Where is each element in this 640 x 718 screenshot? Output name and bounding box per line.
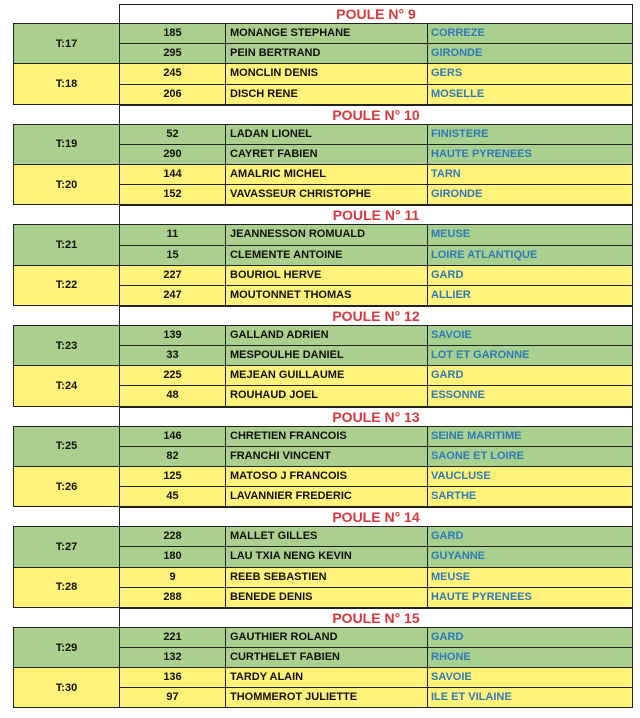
player-name: GALLAND ADRIEN bbox=[225, 326, 427, 345]
pool-header-spacer bbox=[13, 608, 119, 628]
player-name: LAVANNIER FREDERIC bbox=[225, 487, 427, 506]
team-label: T:29 bbox=[13, 628, 119, 668]
player-department: GARD bbox=[427, 628, 633, 647]
player-department: MEUSE bbox=[427, 225, 633, 244]
player-number: 139 bbox=[119, 326, 225, 345]
team-block bbox=[13, 125, 633, 165]
player-number: 228 bbox=[119, 527, 225, 546]
player-number: 45 bbox=[119, 487, 225, 506]
player-name: MONANGE STEPHANE bbox=[225, 24, 427, 43]
player-number: 288 bbox=[119, 588, 225, 607]
player-row bbox=[119, 427, 633, 447]
pool-header bbox=[13, 507, 633, 527]
player-row bbox=[119, 588, 633, 608]
player-row bbox=[119, 346, 633, 366]
player-row bbox=[119, 688, 633, 708]
player-department: HAUTE PYRENEES bbox=[427, 588, 633, 607]
player-department: GUYANNE bbox=[427, 547, 633, 566]
pool-header bbox=[13, 4, 633, 24]
pool-header bbox=[13, 407, 633, 427]
player-department: VAUCLUSE bbox=[427, 467, 633, 486]
player-name: CLEMENTE ANTOINE bbox=[225, 246, 427, 265]
player-name: CHRETIEN FRANCOIS bbox=[225, 427, 427, 446]
player-department: HAUTE PYRENEES bbox=[427, 145, 633, 164]
player-department: SAVOIE bbox=[427, 668, 633, 687]
player-name: CURTHELET FABIEN bbox=[225, 648, 427, 667]
team-label: T:22 bbox=[13, 266, 119, 306]
player-department: GIRONDE bbox=[427, 44, 633, 63]
player-number: 11 bbox=[119, 225, 225, 244]
player-number: 206 bbox=[119, 85, 225, 104]
player-row bbox=[119, 568, 633, 588]
player-row bbox=[119, 326, 633, 346]
team-block bbox=[13, 427, 633, 467]
pool-header bbox=[13, 105, 633, 125]
player-department: LOIRE ATLANTIQUE bbox=[427, 246, 633, 265]
player-name: LAU TXIA NENG KEVIN bbox=[225, 547, 427, 566]
team-players bbox=[119, 568, 633, 608]
team-players bbox=[119, 467, 633, 507]
team-players bbox=[119, 628, 633, 668]
player-row bbox=[119, 44, 633, 64]
player-department: TARN bbox=[427, 165, 633, 184]
team-players bbox=[119, 125, 633, 165]
player-row bbox=[119, 125, 633, 145]
player-number: 146 bbox=[119, 427, 225, 446]
pool-header bbox=[13, 608, 633, 628]
team-block bbox=[13, 24, 633, 64]
player-name: BOURIOL HERVE bbox=[225, 266, 427, 285]
player-name: VAVASSEUR CHRISTOPHE bbox=[225, 185, 427, 204]
player-department: FINISTERE bbox=[427, 125, 633, 144]
team-block bbox=[13, 668, 633, 708]
player-department: GERS bbox=[427, 64, 633, 83]
team-players bbox=[119, 165, 633, 205]
team-players bbox=[119, 225, 633, 265]
team-label: T:19 bbox=[13, 125, 119, 165]
player-row bbox=[119, 185, 633, 205]
pool-header bbox=[13, 306, 633, 326]
player-name: ROUHAUD JOEL bbox=[225, 386, 427, 405]
player-name: AMALRIC MICHEL bbox=[225, 165, 427, 184]
pool-header-spacer bbox=[13, 407, 119, 427]
player-number: 33 bbox=[119, 346, 225, 365]
player-department: GARD bbox=[427, 266, 633, 285]
player-number: 227 bbox=[119, 266, 225, 285]
player-row bbox=[119, 467, 633, 487]
player-name: FRANCHI VINCENT bbox=[225, 447, 427, 466]
team-block bbox=[13, 366, 633, 406]
player-row bbox=[119, 85, 633, 105]
player-name: MALLET GILLES bbox=[225, 527, 427, 546]
player-name: REEB SEBASTIEN bbox=[225, 568, 427, 587]
player-number: 185 bbox=[119, 24, 225, 43]
player-department: GARD bbox=[427, 366, 633, 385]
player-name: DISCH RENE bbox=[225, 85, 427, 104]
player-name: GAUTHIER ROLAND bbox=[225, 628, 427, 647]
team-players bbox=[119, 64, 633, 104]
player-name: MESPOULHE DANIEL bbox=[225, 346, 427, 365]
player-row bbox=[119, 547, 633, 567]
pool-title: POULE N° 10 bbox=[119, 105, 633, 125]
player-department: ESSONNE bbox=[427, 386, 633, 405]
player-row bbox=[119, 286, 633, 306]
player-name: MEJEAN GUILLAUME bbox=[225, 366, 427, 385]
team-label: T:25 bbox=[13, 427, 119, 467]
player-department: CORREZE bbox=[427, 24, 633, 43]
player-number: 221 bbox=[119, 628, 225, 647]
player-row bbox=[119, 447, 633, 467]
player-department: GARD bbox=[427, 527, 633, 546]
player-row bbox=[119, 648, 633, 668]
player-department: SARTHE bbox=[427, 487, 633, 506]
team-block bbox=[13, 225, 633, 265]
player-number: 295 bbox=[119, 44, 225, 63]
player-department: ILE ET VILAINE bbox=[427, 688, 633, 707]
player-number: 48 bbox=[119, 386, 225, 405]
pool-header-spacer bbox=[13, 105, 119, 125]
player-department: SAONE ET LOIRE bbox=[427, 447, 633, 466]
team-block bbox=[13, 628, 633, 668]
player-department: ALLIER bbox=[427, 286, 633, 305]
player-row bbox=[119, 386, 633, 406]
player-row bbox=[119, 266, 633, 286]
player-name: PEIN BERTRAND bbox=[225, 44, 427, 63]
team-players bbox=[119, 668, 633, 708]
player-department: RHONE bbox=[427, 648, 633, 667]
pool-title: POULE N° 15 bbox=[119, 608, 633, 628]
team-block bbox=[13, 527, 633, 567]
team-label: T:20 bbox=[13, 165, 119, 205]
player-name: MONCLIN DENIS bbox=[225, 64, 427, 83]
player-name: BENEDE DENIS bbox=[225, 588, 427, 607]
player-row bbox=[119, 668, 633, 688]
player-number: 225 bbox=[119, 366, 225, 385]
pool-table bbox=[13, 4, 633, 708]
pool-title: POULE N° 14 bbox=[119, 507, 633, 527]
team-label: T:23 bbox=[13, 326, 119, 366]
player-name: THOMMEROT JULIETTE bbox=[225, 688, 427, 707]
player-number: 245 bbox=[119, 64, 225, 83]
team-label: T:17 bbox=[13, 24, 119, 64]
player-department: LOT ET GARONNE bbox=[427, 346, 633, 365]
pool-title: POULE N° 9 bbox=[119, 4, 633, 24]
team-label: T:27 bbox=[13, 527, 119, 567]
team-block bbox=[13, 326, 633, 366]
player-department: MOSELLE bbox=[427, 85, 633, 104]
player-row bbox=[119, 527, 633, 547]
player-name: JEANNESSON ROMUALD bbox=[225, 225, 427, 244]
pool-title: POULE N° 12 bbox=[119, 306, 633, 326]
player-department: SEINE MARITIME bbox=[427, 427, 633, 446]
pool-header bbox=[13, 205, 633, 225]
team-block bbox=[13, 467, 633, 507]
player-row bbox=[119, 628, 633, 648]
player-name: MATOSO J FRANCOIS bbox=[225, 467, 427, 486]
player-name: LADAN LIONEL bbox=[225, 125, 427, 144]
team-block bbox=[13, 568, 633, 608]
team-players bbox=[119, 326, 633, 366]
player-number: 52 bbox=[119, 125, 225, 144]
pool-title: POULE N° 13 bbox=[119, 407, 633, 427]
player-number: 152 bbox=[119, 185, 225, 204]
team-players bbox=[119, 427, 633, 467]
team-label: T:30 bbox=[13, 668, 119, 708]
team-label: T:26 bbox=[13, 467, 119, 507]
player-row bbox=[119, 366, 633, 386]
player-row bbox=[119, 246, 633, 266]
pool-header-spacer bbox=[13, 507, 119, 527]
player-name: CAYRET FABIEN bbox=[225, 145, 427, 164]
player-name: MOUTONNET THOMAS bbox=[225, 286, 427, 305]
pool-header-spacer bbox=[13, 205, 119, 225]
player-name: TARDY ALAIN bbox=[225, 668, 427, 687]
team-label: T:18 bbox=[13, 64, 119, 104]
team-players bbox=[119, 266, 633, 306]
player-number: 82 bbox=[119, 447, 225, 466]
pool-title: POULE N° 11 bbox=[119, 205, 633, 225]
player-number: 132 bbox=[119, 648, 225, 667]
pool-header-spacer bbox=[13, 4, 119, 24]
team-players bbox=[119, 366, 633, 406]
player-department: GIRONDE bbox=[427, 185, 633, 204]
team-block bbox=[13, 64, 633, 104]
player-number: 97 bbox=[119, 688, 225, 707]
player-number: 247 bbox=[119, 286, 225, 305]
player-number: 15 bbox=[119, 246, 225, 265]
team-block bbox=[13, 266, 633, 306]
player-number: 136 bbox=[119, 668, 225, 687]
player-number: 9 bbox=[119, 568, 225, 587]
team-block bbox=[13, 165, 633, 205]
player-row bbox=[119, 225, 633, 245]
team-players bbox=[119, 527, 633, 567]
player-department: SAVOIE bbox=[427, 326, 633, 345]
player-row bbox=[119, 487, 633, 507]
player-number: 180 bbox=[119, 547, 225, 566]
pool-header-spacer bbox=[13, 306, 119, 326]
player-row bbox=[119, 145, 633, 165]
player-row bbox=[119, 24, 633, 44]
team-label: T:28 bbox=[13, 568, 119, 608]
team-label: T:21 bbox=[13, 225, 119, 265]
team-players bbox=[119, 24, 633, 64]
player-row bbox=[119, 165, 633, 185]
player-row bbox=[119, 64, 633, 84]
player-department: MEUSE bbox=[427, 568, 633, 587]
team-label: T:24 bbox=[13, 366, 119, 406]
player-number: 125 bbox=[119, 467, 225, 486]
player-number: 290 bbox=[119, 145, 225, 164]
player-number: 144 bbox=[119, 165, 225, 184]
